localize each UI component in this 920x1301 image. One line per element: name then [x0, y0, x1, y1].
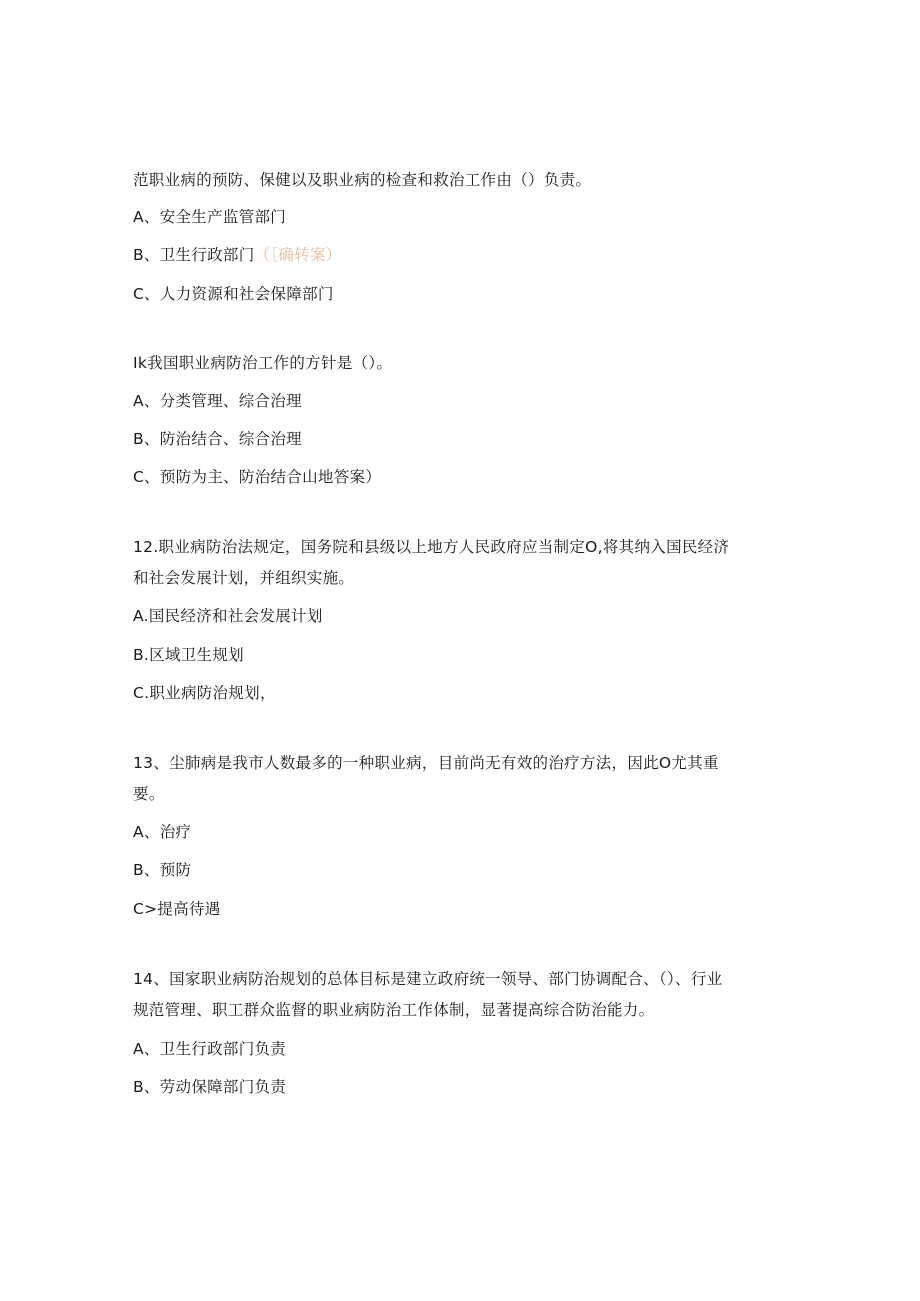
question-3-option-a: A.国民经济和社会发展计划: [133, 607, 323, 625]
question-1-option-c: C、人力资源和社会保障部门: [133, 285, 334, 303]
question-4-option-a: A、治疗: [133, 823, 192, 841]
question-4-option-c: C>提高待遇: [133, 900, 221, 918]
question-5-option-b: B、劳动保障部门负责: [133, 1078, 287, 1096]
question-3-stem-line-1: 12.职业病防治法规定，国务院和县级以上地方人民政府应当制定O,将其纳入国民经济: [133, 538, 730, 556]
question-4-stem-line-2: 要。: [133, 785, 165, 803]
question-2-option-a: A、分类管理、综合治理: [133, 392, 302, 410]
question-5-option-a: A、卫生行政部门负责: [133, 1040, 287, 1058]
question-5-stem-line-2: 规范管理、职工群众监督的职业病防治工作体制，显著提高综合防治能力。: [133, 1001, 655, 1019]
question-1-stem: 范职业病的预防、保健以及职业病的检查和救治工作由（）负责。: [133, 171, 592, 189]
question-3-option-b: B.区域卫生规划: [133, 646, 244, 664]
question-3-stem-line-2: 和社会发展计划，并组织实施。: [133, 569, 355, 587]
answer-hint: （［确转案）: [254, 246, 342, 264]
question-3-option-c: C.职业病防治规划，: [133, 684, 276, 702]
option-text: B、卫生行政部门: [133, 246, 255, 264]
question-2-stem: Ik我国职业病防治工作的方针是（）。: [133, 354, 393, 372]
question-1-option-a: A、安全生产监管部门: [133, 208, 287, 226]
question-5-stem-line-1: 14、国家职业病防治规划的总体目标是建立政府统一领导、部门协调配合、（）、行业: [133, 970, 723, 988]
question-2-option-b: B、防治结合、综合治理: [133, 430, 302, 448]
question-2-option-c: C、预防为主、防治结合山地答案）: [133, 468, 382, 486]
question-4-stem-line-1: 13、尘肺病是我市人数最多的一种职业病，目前尚无有效的治疗方法，因此O尤其重: [133, 754, 719, 772]
question-4-option-b: B、预防: [133, 861, 192, 879]
question-1-option-b: [133, 245, 342, 265]
